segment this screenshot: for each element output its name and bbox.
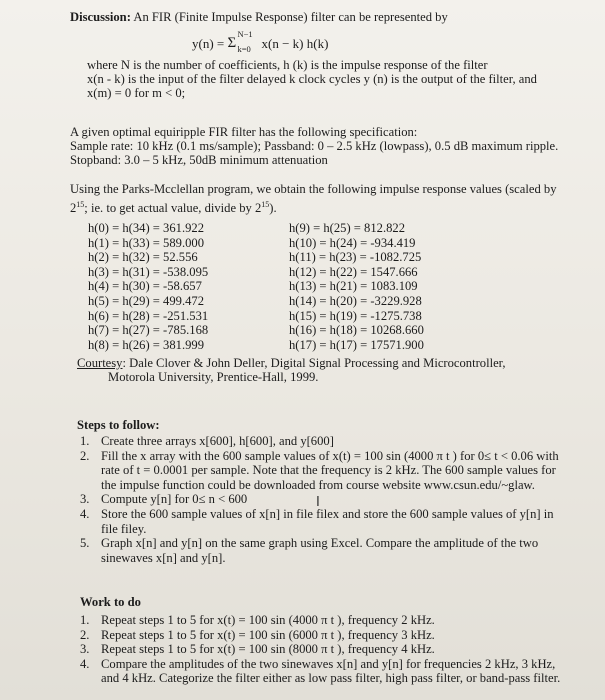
parks-exponent: 15 — [76, 200, 85, 209]
list-item-line: Graph x[n] and y[n] on the same graph using Excel. Compare the amplitude of the two — [101, 536, 539, 551]
list-item-line: Repeat steps 1 to 5 for x(t) = 100 sin (6000 π t ), frequency 3 kHz. — [101, 627, 435, 642]
list-item-line: the impulse function could be downloaded from course website www.csun.edu/~glaw. — [101, 477, 535, 492]
equation-rhs: x(n − k) h(k) — [261, 36, 329, 51]
coefficient-row: h(17) = h(17) = 17571.900 — [289, 337, 424, 352]
coefficient-row: h(6) = h(28) = -251.531 — [88, 308, 209, 323]
list-item-line: sinewaves x[n] and y[n]. — [101, 550, 226, 565]
coefficient-row: h(7) = h(27) = -785.168 — [88, 323, 209, 338]
list-number: 2. — [80, 448, 90, 463]
parks-text: ; ie. to get actual value, divide by 2 — [84, 201, 262, 215]
list-item-line: Repeat steps 1 to 5 for x(t) = 100 sin (4000 π t ), frequency 2 kHz. — [101, 613, 435, 627]
list-number: 1. — [80, 613, 90, 627]
where-line-2: x(n - k) is the input of the filter delayed k clock cycles y (n) is the output of the filter, and — [87, 72, 537, 86]
steps-list — [80, 434, 590, 565]
fir-equation — [192, 29, 329, 54]
coefficient-row: h(16) = h(18) = 10268.660 — [289, 323, 424, 338]
coefficient-row: h(1) = h(33) = 589.000 — [88, 235, 204, 250]
list-item — [80, 613, 595, 628]
where-line-1: where N is the number of coefficients, h (k) is the impulse response of the filter — [87, 58, 488, 72]
summation-symbol — [227, 29, 262, 54]
discussion-text: An FIR (Finite Impulse Response) filter can be represented by — [130, 10, 448, 24]
coefficient-row: h(2) = h(32) = 52.556 — [88, 250, 198, 265]
coefficient-row: h(13) = h(21) = 1083.109 — [289, 279, 418, 294]
equation-lhs: y(n) = — [192, 36, 228, 51]
list-item — [80, 492, 590, 507]
list-number: 4. — [80, 506, 90, 521]
coefficient-row: h(10) = h(24) = -934.419 — [289, 235, 416, 250]
list-item — [80, 642, 595, 657]
list-item-line: Compare the amplitudes of the two sinewaves x[n] and y[n] for frequencies 2 kHz, 3 kHz, — [101, 656, 556, 671]
list-item — [80, 449, 590, 493]
spec-line-1: A given optimal equiripple FIR filter has the following specification: — [70, 125, 418, 139]
coefficient-row: h(4) = h(30) = -58.657 — [88, 279, 202, 294]
text-cursor-icon: I — [316, 495, 320, 510]
list-item-line: Compute y[n] for 0≤ n < 600 — [101, 492, 248, 507]
list-item-line: Create three arrays x[600], h[600], and y[600] — [101, 434, 334, 448]
coefficient-row: h(9) = h(25) = 812.822 — [289, 221, 405, 235]
courtesy-text: : Dale Clover & John Deller, Digital Signal Processing and Microcontroller, — [122, 356, 506, 370]
courtesy-label: Courtesy — [77, 356, 123, 370]
list-item-line: Repeat steps 1 to 5 for x(t) = 100 sin (8000 π t ), frequency 4 kHz. — [101, 642, 435, 657]
work-title: Work to do — [80, 595, 141, 609]
coefficient-row: h(3) = h(31) = -538.095 — [88, 264, 209, 279]
list-item-line: file filey. — [101, 521, 147, 536]
coefficient-row: h(0) = h(34) = 361.922 — [88, 221, 204, 235]
list-item — [80, 507, 590, 536]
sum-lower-limit: k=0 — [237, 44, 251, 54]
list-item-line: and 4 kHz. Categorize the filter either as low pass filter, high pass filter, or band-pass filter. — [101, 671, 561, 686]
list-number: 2. — [80, 627, 90, 642]
spec-line-2: Sample rate: 10 kHz (0.1 ms/sample); Passband: 0 – 2.5 kHz (lowpass), 0.5 dB maximum ripple. — [70, 139, 559, 153]
sum-upper-limit: N−1 — [237, 29, 253, 39]
list-item-line: rate of t = 0.0001 per sample. Note that the frequency is 2 kHz. The 600 sample values for — [101, 463, 556, 478]
coefficient-row: h(14) = h(20) = -3229.928 — [289, 293, 422, 308]
list-item-line: Fill the x array with the 600 sample values of x(t) = 100 sin (4000 π t ) for 0≤ t < 0.06 with — [101, 448, 559, 463]
list-item — [80, 536, 590, 565]
list-number: 4. — [80, 656, 90, 671]
courtesy-line-1 — [77, 356, 506, 371]
parks-line-1: Using the Parks-Mcclellan program, we obtain the following impulse response values (scaled by — [70, 182, 557, 196]
parks-line-2 — [70, 198, 277, 216]
discussion-label: Discussion: — [70, 10, 131, 24]
list-item-line: Store the 600 sample values of x[n] in file filex and store the 600 sample values of y[n] in — [101, 506, 554, 521]
list-item — [80, 657, 595, 686]
spec-line-3: Stopband: 3.0 – 5 kHz, 50dB minimum attenuation — [70, 153, 328, 167]
coefficients-right-column — [289, 221, 424, 352]
coefficient-row: h(5) = h(29) = 499.472 — [88, 293, 204, 308]
list-item — [80, 628, 595, 643]
coefficient-row: h(12) = h(22) = 1547.666 — [289, 264, 418, 279]
coefficients-left-column — [88, 221, 208, 352]
work-list — [80, 613, 595, 686]
list-number: 3. — [80, 642, 90, 657]
list-number: 3. — [80, 492, 90, 507]
list-number: 5. — [80, 536, 90, 551]
steps-title: Steps to follow: — [77, 418, 160, 432]
parks-exponent-2: 15 — [261, 200, 270, 209]
list-number: 1. — [80, 434, 90, 448]
parks-base: 2 — [70, 201, 77, 215]
parks-close: ). — [269, 201, 277, 215]
discussion-intro — [70, 10, 448, 25]
coefficient-row: h(8) = h(26) = 381.999 — [88, 337, 204, 352]
sigma: Σ — [227, 35, 237, 51]
courtesy-line-2: Motorola University, Prentice-Hall, 1999. — [108, 370, 319, 384]
list-item — [80, 434, 590, 449]
coefficient-row: h(15) = h(19) = -1275.738 — [289, 308, 422, 323]
where-line-3: x(m) = 0 for m < 0; — [87, 86, 186, 100]
coefficient-row: h(11) = h(23) = -1082.725 — [289, 250, 422, 265]
